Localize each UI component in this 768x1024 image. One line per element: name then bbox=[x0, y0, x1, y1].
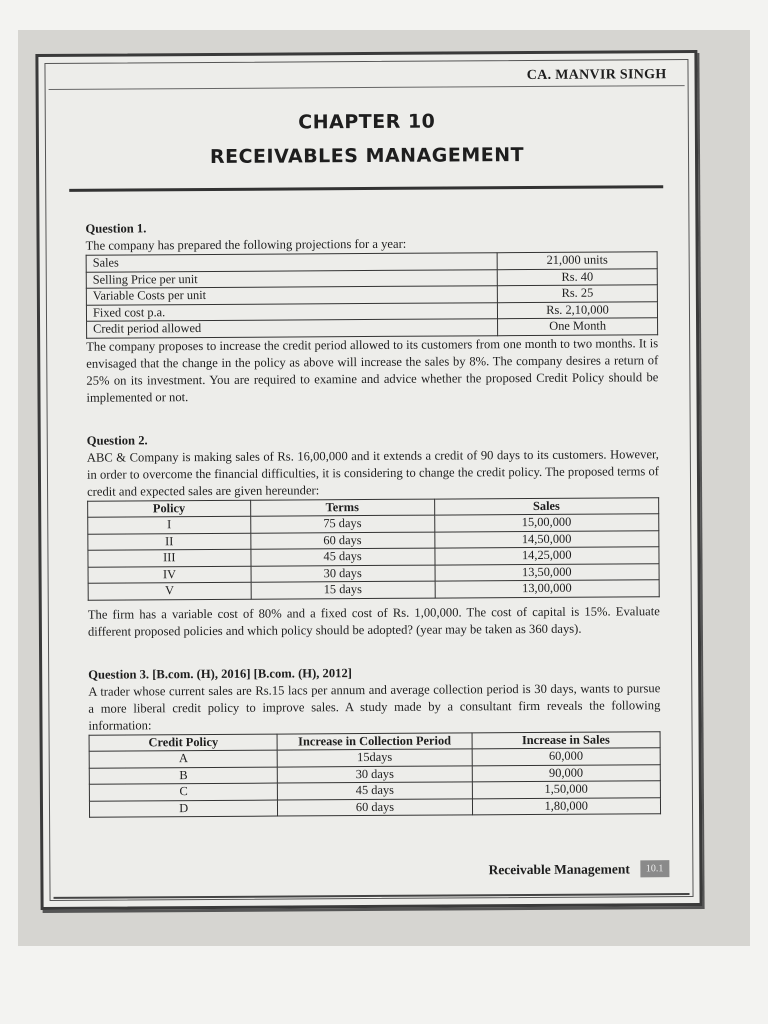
q1-intro: The company has prepared the following projections for a year: bbox=[85, 236, 407, 253]
q1-value-price: Rs. 40 bbox=[497, 268, 657, 285]
q2-cell: III bbox=[88, 549, 251, 566]
chapter-title: RECEIVABLES MANAGEMENT bbox=[209, 144, 525, 168]
q2-cell: 15 days bbox=[251, 581, 435, 599]
q1-value-sales: 21,000 units bbox=[497, 252, 657, 269]
q2-col-sales: Sales bbox=[434, 497, 659, 515]
q3-col-sales: Increase in Sales bbox=[472, 731, 661, 749]
q2-cell: II bbox=[88, 533, 251, 550]
page-number-badge: 10.1 bbox=[640, 860, 670, 877]
q2-col-policy: Policy bbox=[88, 500, 251, 517]
page-footer bbox=[488, 860, 669, 878]
q2-cell: IV bbox=[88, 566, 251, 583]
q2-heading: Question 2. bbox=[86, 432, 148, 448]
q3-cell: 90,000 bbox=[472, 764, 661, 782]
author-name: CA. MANVIR SINGH bbox=[526, 67, 667, 84]
q2-cell: 60 days bbox=[251, 532, 435, 550]
q2-policy-table bbox=[87, 497, 660, 600]
q1-body: The company proposes to increase the credit period allowed to its customers from one month to two months. It is envisaged that the change in the policy as above will increase the sales by 8%. The company desires a return of 25% on its investment. You are required to examine and advice whether the proposed Credit Policy should be implemented or not. bbox=[86, 335, 659, 405]
q1-value-variable-cost: Rs. 25 bbox=[497, 285, 657, 302]
q1-value-fixed-cost: Rs. 2,10,000 bbox=[498, 301, 658, 318]
q2-cell: 14,50,000 bbox=[434, 530, 659, 548]
q3-credit-policy-table bbox=[89, 731, 661, 818]
q2-cell: V bbox=[88, 582, 251, 599]
q3-cell: 45 days bbox=[278, 782, 472, 800]
q2-cell: 45 days bbox=[251, 548, 435, 566]
table-row bbox=[89, 797, 660, 817]
q2-col-terms: Terms bbox=[250, 499, 434, 517]
document-page bbox=[35, 50, 702, 910]
q1-label-credit-period: Credit period allowed bbox=[87, 319, 498, 338]
q3-cell: 60,000 bbox=[472, 748, 661, 766]
q1-heading: Question 1. bbox=[85, 221, 147, 236]
q3-heading: Question 3. [B.com. (H), 2016] [B.com. (H), 2012] bbox=[88, 665, 352, 682]
q1-label-price: Selling Price per unit bbox=[86, 269, 497, 288]
q1-label-fixed-cost: Fixed cost p.a. bbox=[86, 302, 497, 321]
q3-cell: 15days bbox=[278, 749, 472, 767]
footer-label: Receivable Management bbox=[488, 860, 630, 877]
page-content bbox=[85, 217, 661, 817]
q2-cell: I bbox=[88, 516, 251, 533]
q2-cell: 13,00,000 bbox=[435, 580, 660, 598]
q3-intro: A trader whose current sales are Rs.15 lacs per annum and average collection period is 30 days, wants to pursue a more liberal credit policy to improve sales. A study made by a consultant firm reveals the following information: bbox=[88, 680, 661, 733]
q1-projection-table bbox=[86, 251, 658, 338]
q3-cell: D bbox=[89, 800, 278, 818]
chapter-number: CHAPTER 10 bbox=[298, 110, 436, 134]
q3-cell: 1,80,000 bbox=[472, 797, 661, 815]
q3-cell: B bbox=[89, 767, 278, 785]
q2-cell: 30 days bbox=[251, 565, 435, 583]
q3-cell: C bbox=[89, 783, 278, 801]
q3-cell: 1,50,000 bbox=[472, 781, 661, 799]
q2-cell: 14,25,000 bbox=[434, 547, 659, 565]
q2-intro: ABC & Company is making sales of Rs. 16,00,000 and it extends a credit of 90 days to its customers. However, in order to overcome the financial difficulties, it is considering to change the credit policy. The proposed terms of credit and expected sales are given hereunder: bbox=[86, 446, 659, 499]
q1-label-variable-cost: Variable Costs per unit bbox=[86, 286, 497, 305]
q3-cell: 60 days bbox=[278, 798, 472, 816]
q3-cell: 30 days bbox=[278, 765, 472, 783]
q2-cell: 15,00,000 bbox=[434, 514, 659, 532]
q3-col-policy: Credit Policy bbox=[89, 734, 278, 752]
q3-col-collection: Increase in Collection Period bbox=[277, 732, 471, 750]
q2-cell: 75 days bbox=[250, 515, 434, 533]
q1-value-credit-period: One Month bbox=[498, 318, 658, 335]
q2-cell: 13,50,000 bbox=[435, 563, 660, 581]
q2-body: The firm has a variable cost of 80% and a fixed cost of Rs. 1,00,000. The cost of capital is 15%. Evaluate different proposed policies and which policy should be adopted? (year may be taken as 360 days). bbox=[87, 603, 660, 639]
q1-label-sales: Sales bbox=[86, 253, 497, 272]
q3-cell: A bbox=[89, 750, 278, 768]
